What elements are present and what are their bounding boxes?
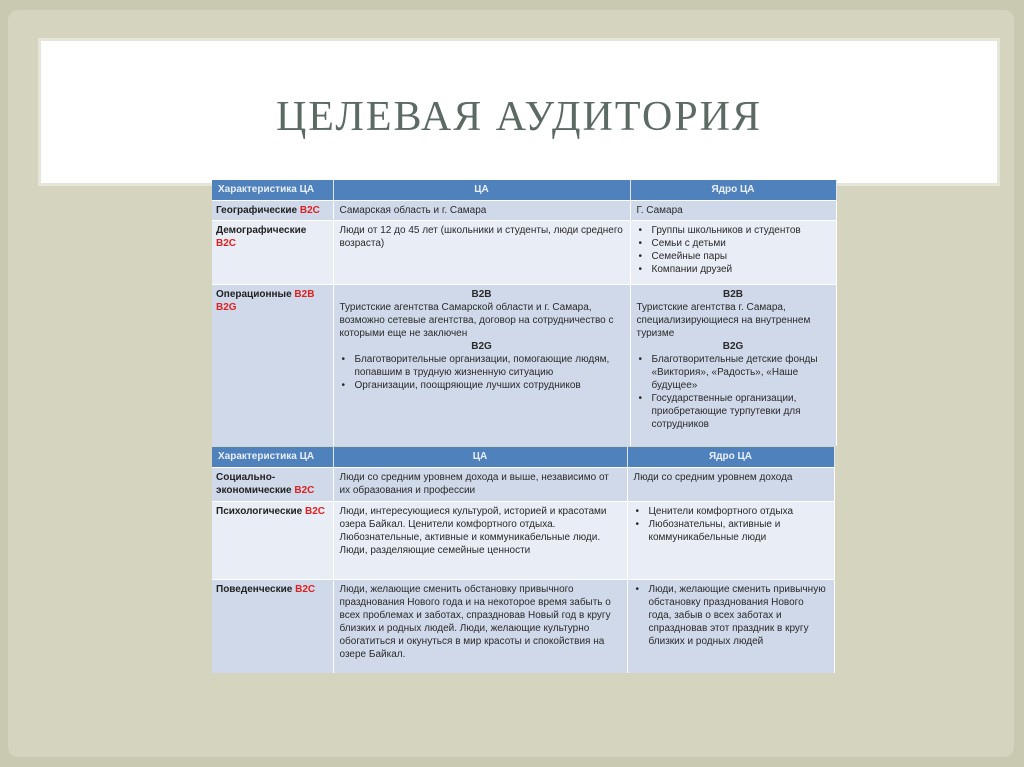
row-label <box>212 579 333 673</box>
ca-cell <box>333 200 630 220</box>
segment-tag: B2C <box>294 484 315 496</box>
ca-cell <box>333 501 627 579</box>
core-cell <box>627 467 834 501</box>
cell-subheading: B2B <box>722 288 743 300</box>
segment-tag: B2C <box>305 505 326 517</box>
bullet-item: • Семейные пары <box>637 250 830 263</box>
row-label <box>212 284 333 446</box>
ca-cell <box>333 467 627 501</box>
cell-text: Самарская область и г. Самара <box>339 204 487 216</box>
ca-cell <box>333 284 630 446</box>
cell-text: Люди от 12 до 45 лет (школьники и студенты, люди среднего возраста) <box>339 224 623 249</box>
bullet-item: • Группы школьников и студентов <box>637 224 830 237</box>
bullet-list <box>637 224 830 276</box>
table-header <box>212 447 834 467</box>
cell-subheading: B2G <box>722 340 744 352</box>
row-label <box>212 501 333 579</box>
slide-title: ЦЕЛЕВАЯ АУДИТОРИЯ <box>275 94 763 140</box>
bullet-list <box>340 353 624 392</box>
target-audience-table-2 <box>212 447 835 673</box>
header-ca: ЦА <box>333 180 630 200</box>
bullet-item: • Любознательны, активные и коммуникабельные люди <box>634 518 828 544</box>
row-label <box>212 200 333 220</box>
characteristic-name: Психологические <box>216 505 305 517</box>
bullet-item: • Семьи с детьми <box>637 237 830 250</box>
cell-text: Люди, желающие сменить обстановку привычного празднования Нового года и на некоторое время забыть о всех проблемах и заботах, спраздновав Новый год в кругу близких и родных людей. Люди, желающие культурно обогатиться и окунуться в мир красоты и спокойствия на озере Байкал. <box>339 583 611 660</box>
core-cell <box>627 579 834 673</box>
bullet-list <box>634 505 828 544</box>
core-cell <box>627 501 834 579</box>
cell-text: Люди, интересующиеся культурой, историей и красотами озера Байкал. Ценители комфортного отдыха. Любознательные, активные и коммуникабельные люди. Люди, разделяющие семейные ценности <box>339 505 607 556</box>
bullet-item: • Благотворительные детские фонды «Виктория», «Радость», «Наше будущее» <box>637 353 830 392</box>
header-characteristic: Характеристика ЦА <box>212 447 333 467</box>
cell-text: Люди со средним уровнем дохода <box>633 471 793 483</box>
characteristic-name: Поведенческие <box>216 583 296 595</box>
header-core: Ядро ЦА <box>630 180 836 200</box>
bullet-item: • Организации, поощряющие лучших сотрудников <box>340 379 624 392</box>
target-audience-table-1 <box>212 180 837 446</box>
bullet-list <box>634 583 828 648</box>
table-header <box>212 180 836 200</box>
bullet-item: • Благотворительные организации, помогающие людям, попавшим в трудную жизненную ситуацию <box>340 353 624 379</box>
cell-subheading: B2B <box>471 288 492 300</box>
table-row <box>212 200 836 220</box>
core-cell <box>630 220 836 284</box>
header-core: Ядро ЦА <box>627 447 834 467</box>
characteristic-name: Операционные <box>216 288 295 300</box>
segment-tag: B2C <box>216 237 237 249</box>
table-row <box>212 284 836 446</box>
core-cell <box>630 200 836 220</box>
table-row <box>212 501 834 579</box>
cell-text: Туристские агентства Самарской области и г. Самара, возможно сетевые агентства, договор на сотрудничество с которыми еще не заключен <box>339 301 614 339</box>
cell-subheading: B2G <box>471 340 492 352</box>
bullet-item: • Государственные организации, приобретающие турпутевки для сотрудников <box>637 392 830 431</box>
table-row <box>212 579 834 673</box>
characteristic-name: Социально-экономические <box>216 471 295 496</box>
segment-tag: B2C <box>299 204 320 216</box>
segment-tag: B2B B2G <box>216 288 315 313</box>
row-label <box>212 220 333 284</box>
bullet-list <box>637 353 830 431</box>
bullet-item: • Ценители комфортного отдыха <box>634 505 828 518</box>
ca-cell <box>333 220 630 284</box>
header-characteristic: Характеристика ЦА <box>212 180 333 200</box>
cell-text: Г. Самара <box>636 204 683 216</box>
segment-tag: B2C <box>295 583 316 595</box>
title-box <box>38 38 1000 186</box>
characteristic-name: Демографические <box>216 224 307 236</box>
cell-text: Туристские агентства г. Самара, специализирующиеся на внутреннем туризме <box>636 301 811 339</box>
cell-text: Люди со средним уровнем дохода и выше, независимо от их образования и профессии <box>339 471 609 496</box>
characteristic-name: Географические <box>216 204 300 216</box>
bullet-item: • Компании друзей <box>637 263 830 276</box>
table-row <box>212 220 836 284</box>
table-row <box>212 467 834 501</box>
row-label <box>212 467 333 501</box>
header-ca: ЦА <box>333 447 627 467</box>
bullet-item: • Люди, желающие сменить привычную обстановку празднования Нового года, забыв о всех заботах и спраздновав этот праздник в кругу близких и родных людей <box>634 583 828 648</box>
core-cell <box>630 284 836 446</box>
ca-cell <box>333 579 627 673</box>
